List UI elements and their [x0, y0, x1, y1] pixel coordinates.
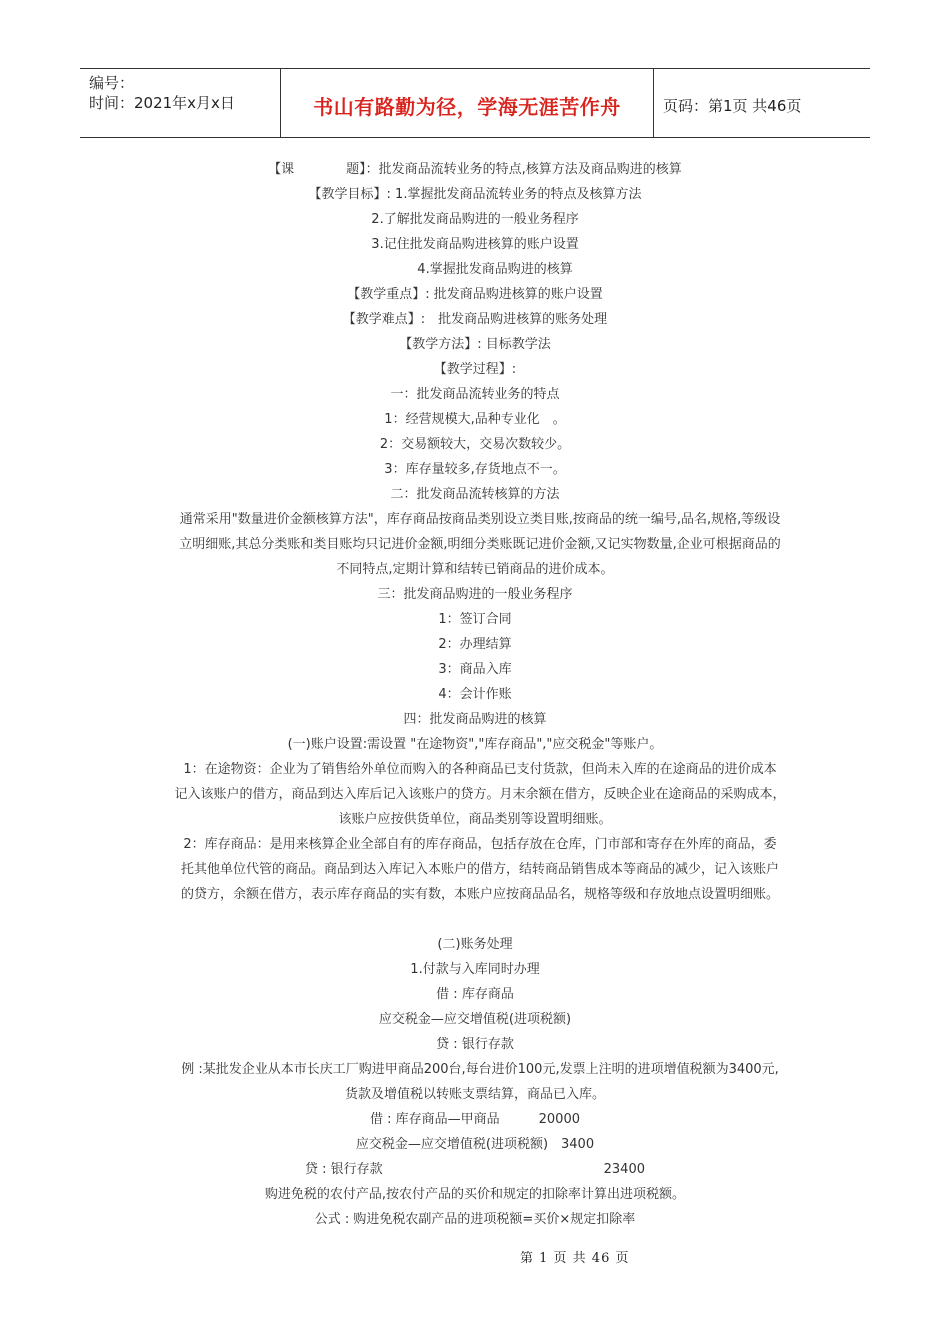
- account-setup: (一)账户设置:需设置 "在途物资","库存商品","应交税金"等账户。: [287, 737, 663, 752]
- section-1-item-2: 2：交易额较大，交易次数较少。: [379, 437, 571, 452]
- example-entry-debit-inventory: 借 : 库存商品—甲商品 20000: [370, 1112, 580, 1127]
- entry-debit-vat: 应交税金—应交增值税(进项税额): [378, 1012, 572, 1027]
- teaching-goal-1: 【教学目标】: 1.掌握批发商品流转业务的特点及核算方法: [308, 187, 642, 202]
- teaching-focus: 【教学重点】: 批发商品购进核算的账户设置: [347, 287, 603, 302]
- section-1-item-3: 3：库存量较多,存货地点不一。: [384, 462, 566, 477]
- document-number-label: 编号：: [89, 74, 135, 92]
- teaching-goal-3: 3.记住批发商品购进核算的账户设置: [371, 237, 579, 252]
- section-3-heading: 三：批发商品购进的一般业务程序: [377, 587, 573, 602]
- entry-debit-inventory: 借 : 库存商品: [436, 987, 514, 1002]
- teaching-goal-4: 4.掌握批发商品购进的核算: [417, 262, 573, 277]
- header-motto: 书山有路勤为径，学海无涯苦作舟: [313, 95, 621, 119]
- section-1-heading: 一：批发商品流转业务的特点: [390, 387, 560, 402]
- in-transit-line-2: 记入该账户的借方，商品到达入库后记入该账户的贷方。月末余额在借方，反映企业在途商品的采购成本，: [174, 787, 786, 802]
- section-2-paragraph-line-3: 不同特点,定期计算和结转已销商品的进价成本。: [336, 562, 614, 577]
- section-3-step-3: 3：商品入库: [438, 662, 512, 677]
- in-transit-line-3: 该账户应按供货单位，商品类别等设置明细账。: [338, 812, 612, 827]
- teaching-goal-2: 2.了解批发商品购进的一般业务程序: [371, 212, 579, 227]
- section-2-heading: 二：批发商品流转核算的方法: [390, 487, 560, 502]
- document-date: 时间：2021年x月x日: [89, 94, 235, 112]
- example-line-1: 例 :某批发企业从本市长庆工厂购进甲商品200台,每台进价100元,发票上注明的进项增值税额为3400元,: [181, 1062, 779, 1077]
- page-header: [80, 68, 870, 138]
- in-transit-line-1: 1：在途物资：企业为了销售给外单位而购入的各种商品已支付货款，但尚未入库的在途商品的进价成本: [183, 762, 777, 777]
- header-middle-cell: [281, 69, 654, 137]
- header-right-cell: [654, 69, 870, 137]
- example-entry-debit-vat: 应交税金—应交增值税(进项税额) 3400: [355, 1137, 595, 1152]
- section-2-paragraph-line-1: 通常采用"数量进价金额核算方法"，库存商品按商品类别设立类目账,按商品的统一编号,品名,规格,等级设: [179, 512, 781, 527]
- section-4-heading: 四：批发商品购进的核算: [403, 712, 547, 727]
- entry-credit-bank: 贷 : 银行存款: [436, 1037, 514, 1052]
- example-entry-credit-bank: 贷 : 银行存款 23400: [305, 1162, 645, 1177]
- teaching-method: 【教学方法】: 目标教学法: [399, 337, 551, 352]
- section-3-step-1: 1：签订合同: [438, 612, 512, 627]
- example-line-2: 货款及增值税以转账支票结算，商品已入库。: [344, 1087, 605, 1102]
- teaching-difficulty: 【教学难点】: 批发商品购进核算的账务处理: [342, 312, 608, 327]
- case-1-heading: 1.付款与入库同时办理: [410, 962, 540, 977]
- section-2-paragraph-line-2: 立明细账,其总分类账和类目账均只记进价金额,明细分类账既记进价金额,又记实物数量,企业可根据商品的: [179, 537, 781, 552]
- tax-formula: 公式 : 购进免税农副产品的进项税额=买价×规定扣除率: [314, 1212, 636, 1227]
- header-page-info: 页码：第1页 共46页: [663, 97, 802, 115]
- section-3-step-4: 4：会计作账: [438, 687, 512, 702]
- inventory-line-1: 2：库存商品：是用来核算企业全部自有的库存商品，包括存放在仓库，门市部和寄存在外库的商品，委: [183, 837, 777, 852]
- accounting-treatment-heading: (二)账务处理: [437, 937, 513, 952]
- section-1-item-1: 1：经营规模大,品种专业化 。: [384, 412, 566, 427]
- header-left-cell: [80, 69, 281, 137]
- teaching-process-heading: 【教学过程】:: [433, 362, 517, 377]
- page-footer: 第 1 页 共 46 页: [520, 1251, 630, 1266]
- course-topic: 【课 题】：批发商品流转业务的特点,核算方法及商品购进的核算: [268, 162, 682, 177]
- inventory-line-3: 的贷方，余额在借方，表示库存商品的实有数，本账户应按商品品名，规格等级和存放地点设置明细账。: [180, 887, 779, 902]
- section-3-step-2: 2：办理结算: [438, 637, 512, 652]
- inventory-line-2: 托其他单位代管的商品。商品到达入库记入本账户的借方，结转商品销售成本等商品的减少，记入该账户: [180, 862, 779, 877]
- tax-exempt-note: 购进免税的农付产品,按农付产品的买价和规定的扣除率计算出进项税额。: [264, 1187, 686, 1202]
